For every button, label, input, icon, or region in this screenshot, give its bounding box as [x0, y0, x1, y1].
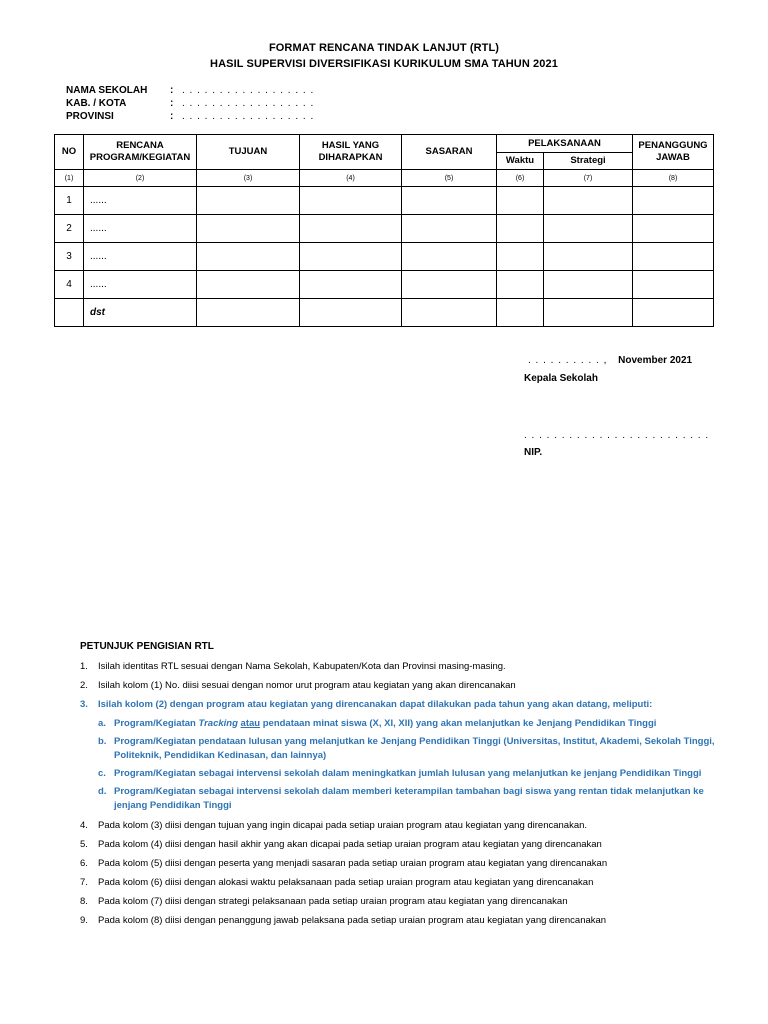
instruction-text: Program/Kegiatan Tracking atau pendataan minat siswa (X, XI, XII) yang akan melanjutkan ke Jenjang Pendidikan Tinggi: [114, 718, 657, 729]
instruction-text: Program/Kegiatan sebagai intervensi sekolah dalam meningkatkan jumlah lulusan yang melanjutkan ke jenjang Pendidikan Tinggi: [114, 768, 702, 779]
document-subtitle: HASIL SUPERVISI DIVERSIFIKASI KURIKULUM SMA TAHUN 2021: [210, 58, 558, 70]
list-item: 3. Isilah kolom (2) dengan program atau kegiatan yang direncanakan dapat dilakukan pada tahun yang akan datang, meliputi:: [80, 698, 720, 712]
instruction-text: Isilah kolom (2) dengan program atau kegiatan yang direncanakan dapat dilakukan pada tahun yang akan datang, meliputi:: [98, 699, 653, 710]
row-sasaran[interactable]: [402, 299, 497, 327]
identity-block: [66, 84, 314, 123]
table-row: [55, 243, 714, 271]
header-no: NO: [55, 135, 84, 170]
col-number: (5): [402, 170, 497, 187]
header-waktu: Waktu: [497, 153, 544, 170]
sub-item-a: a. Program/Kegiatan Tracking atau pendataan minat siswa (X, XI, XII) yang akan melanjutkan ke Jenjang Pendidikan Tinggi: [98, 717, 720, 731]
list-item: 9. Pada kolom (8) diisi dengan penanggung jawab pelaksana pada setiap uraian program atau kegiatan yang direncanakan: [80, 914, 720, 928]
row-sasaran[interactable]: [402, 243, 497, 271]
list-item: 2. Isilah kolom (1) No. diisi sesuai dengan nomor urut program atau kegiatan yang akan direncanakan: [80, 679, 720, 693]
identity-colon: :: [170, 111, 174, 122]
table-row: [55, 187, 714, 215]
identity-colon: :: [170, 98, 174, 109]
column-number-row: [55, 170, 714, 187]
instruction-text: Pada kolom (6) diisi dengan alokasi waktu pelaksanaan pada setiap uraian program atau kegiatan yang direncanakan: [98, 877, 594, 888]
col-number: (1): [55, 170, 84, 187]
col-number: (4): [300, 170, 402, 187]
row-no: [55, 299, 84, 327]
identity-value[interactable]: . . . . . . . . . . . . . . . . . .: [182, 98, 315, 109]
row-hasil[interactable]: [300, 271, 402, 299]
instruction-text: Pada kolom (5) diisi dengan peserta yang menjadi sasaran pada setiap uraian program atau kegiatan yang direncanakan: [98, 858, 608, 869]
list-item: 5. Pada kolom (4) diisi dengan hasil akhir yang akan dicapai pada setiap uraian program atau kegiatan yang direncanakan: [80, 838, 720, 852]
row-tujuan[interactable]: [197, 243, 300, 271]
identity-value[interactable]: . . . . . . . . . . . . . . . . . .: [182, 111, 315, 122]
instruction-text: Pada kolom (7) diisi dengan strategi pelaksanaan pada setiap uraian program atau kegiatan yang direncanakan: [98, 896, 568, 907]
col-number: (3): [197, 170, 300, 187]
instruction-text: Program/Kegiatan sebagai intervensi sekolah dalam memberi keterampilan tambahan bagi siswa yang rentan tidak melanjutkan ke jenjang Pendidikan Tinggi: [114, 786, 704, 811]
identity-school: [66, 84, 314, 97]
row-hasil[interactable]: [300, 187, 402, 215]
row-waktu[interactable]: [497, 215, 544, 243]
instruction-text: Program/Kegiatan pendataan lulusan yang melanjutkan ke Jenjang Pendidikan Tinggi (Universitas, Institut, Akademi, Sekolah Tinggi, Politeknik, Pendidikan Kedinasan, dan lainnya): [114, 736, 715, 761]
row-sasaran[interactable]: [402, 187, 497, 215]
row-hasil[interactable]: [300, 299, 402, 327]
table-row: [55, 271, 714, 299]
header-strategi: Strategi: [544, 153, 633, 170]
col-number: (2): [84, 170, 197, 187]
row-hasil[interactable]: [300, 215, 402, 243]
sub-item-d: d. Program/Kegiatan sebagai intervensi sekolah dalam memberi keterampilan tambahan bagi siswa yang rentan tidak melanjutkan ke jenjang Pendidikan Tinggi: [98, 785, 720, 813]
row-penanggung[interactable]: [633, 271, 714, 299]
row-waktu[interactable]: [497, 243, 544, 271]
col-number: (8): [633, 170, 714, 187]
row-program[interactable]: ......: [84, 187, 197, 215]
row-tujuan[interactable]: [197, 271, 300, 299]
row-no: 2: [55, 215, 84, 243]
row-no: 4: [55, 271, 84, 299]
instructions: [80, 641, 720, 933]
col-number: (7): [544, 170, 633, 187]
signature-place[interactable]: . . . . . . . . . . ,: [528, 355, 608, 366]
row-strategi[interactable]: [544, 243, 633, 271]
row-strategi[interactable]: [544, 215, 633, 243]
instruction-text: Pada kolom (4) diisi dengan hasil akhir yang akan dicapai pada setiap uraian program atau kegiatan yang direncanakan: [98, 839, 602, 850]
identity-colon: :: [170, 85, 174, 96]
instruction-text: Pada kolom (8) diisi dengan penanggung jawab pelaksana pada setiap uraian program atau kegiatan yang direncanakan: [98, 915, 607, 926]
instruction-text: Pada kolom (3) diisi dengan tujuan yang ingin dicapai pada setiap uraian program atau kegiatan yang direncanakan.: [98, 820, 588, 831]
signature-date-line: [528, 355, 692, 366]
table-row: [55, 215, 714, 243]
row-waktu[interactable]: [497, 271, 544, 299]
row-waktu[interactable]: [497, 299, 544, 327]
col-number: (6): [497, 170, 544, 187]
instruction-text: Isilah identitas RTL sesuai dengan Nama Sekolah, Kabupaten/Kota dan Provinsi masing-masing.: [98, 661, 506, 672]
identity-province: [66, 110, 314, 123]
row-strategi[interactable]: [544, 271, 633, 299]
header-tujuan: TUJUAN: [197, 135, 300, 170]
signature-name-dots: . . . . . . . . . . . . . . . . . . . . . . . . .: [524, 430, 710, 441]
row-penanggung[interactable]: [633, 243, 714, 271]
row-program[interactable]: dst: [84, 299, 197, 327]
header-penanggung: PENANGGUNG JAWAB: [633, 135, 714, 170]
row-strategi[interactable]: [544, 187, 633, 215]
row-penanggung[interactable]: [633, 187, 714, 215]
row-program[interactable]: ......: [84, 271, 197, 299]
row-hasil[interactable]: [300, 243, 402, 271]
instructions-heading: PETUNJUK PENGISIAN RTL: [80, 641, 214, 652]
row-sasaran[interactable]: [402, 215, 497, 243]
signature-role: Kepala Sekolah: [524, 373, 598, 384]
row-sasaran[interactable]: [402, 271, 497, 299]
list-item: 1. Isilah identitas RTL sesuai dengan Nama Sekolah, Kabupaten/Kota dan Provinsi masing-masing.: [80, 660, 720, 674]
identity-label: PROVINSI: [66, 111, 114, 122]
row-waktu[interactable]: [497, 187, 544, 215]
identity-value[interactable]: . . . . . . . . . . . . . . . . . .: [182, 85, 315, 96]
identity-city: [66, 97, 314, 110]
header-hasil: HASIL YANG DIHARAPKAN: [300, 135, 402, 170]
identity-label: NAMA SEKOLAH: [66, 85, 148, 96]
row-tujuan[interactable]: [197, 187, 300, 215]
instruction-text: Isilah kolom (1) No. diisi sesuai dengan nomor urut program atau kegiatan yang akan direncanakan: [98, 680, 516, 691]
signature-nip: NIP.: [524, 447, 543, 458]
list-item: 4. Pada kolom (3) diisi dengan tujuan yang ingin dicapai pada setiap uraian program atau kegiatan yang direncanakan.: [80, 819, 720, 833]
identity-label: KAB. / KOTA: [66, 98, 127, 109]
header-pelaksanaan: PELAKSANAAN: [497, 135, 633, 153]
list-item: 7. Pada kolom (6) diisi dengan alokasi waktu pelaksanaan pada setiap uraian program atau kegiatan yang direncanakan: [80, 876, 720, 890]
document-title: FORMAT RENCANA TINDAK LANJUT (RTL): [268, 42, 500, 54]
row-tujuan[interactable]: [197, 215, 300, 243]
row-no: 3: [55, 243, 84, 271]
header-sasaran: SASARAN: [402, 135, 497, 170]
sub-item-c: c. Program/Kegiatan sebagai intervensi sekolah dalam meningkatkan jumlah lulusan yang melanjutkan ke jenjang Pendidikan Tinggi: [98, 767, 720, 781]
list-item: 6. Pada kolom (5) diisi dengan peserta yang menjadi sasaran pada setiap uraian program atau kegiatan yang direncanakan: [80, 857, 720, 871]
signature-name-line[interactable]: [524, 430, 709, 441]
signature-date: November 2021: [618, 355, 693, 366]
row-program[interactable]: ......: [84, 243, 197, 271]
header-rencana: RENCANA PROGRAM/KEGIATAN: [84, 135, 197, 170]
row-program[interactable]: ......: [84, 215, 197, 243]
rtl-table: [54, 134, 714, 327]
row-tujuan[interactable]: [197, 299, 300, 327]
row-strategi[interactable]: [544, 299, 633, 327]
row-no: 1: [55, 187, 84, 215]
row-penanggung[interactable]: [633, 299, 714, 327]
sub-item-b: b. Program/Kegiatan pendataan lulusan yang melanjutkan ke Jenjang Pendidikan Tinggi (Universitas, Institut, Akademi, Sekolah Tinggi, Politeknik, Pendidikan Kedinasan, dan lainnya): [98, 735, 720, 763]
row-penanggung[interactable]: [633, 215, 714, 243]
table-row: [55, 299, 714, 327]
list-item: 8. Pada kolom (7) diisi dengan strategi pelaksanaan pada setiap uraian program atau kegiatan yang direncanakan: [80, 895, 720, 909]
